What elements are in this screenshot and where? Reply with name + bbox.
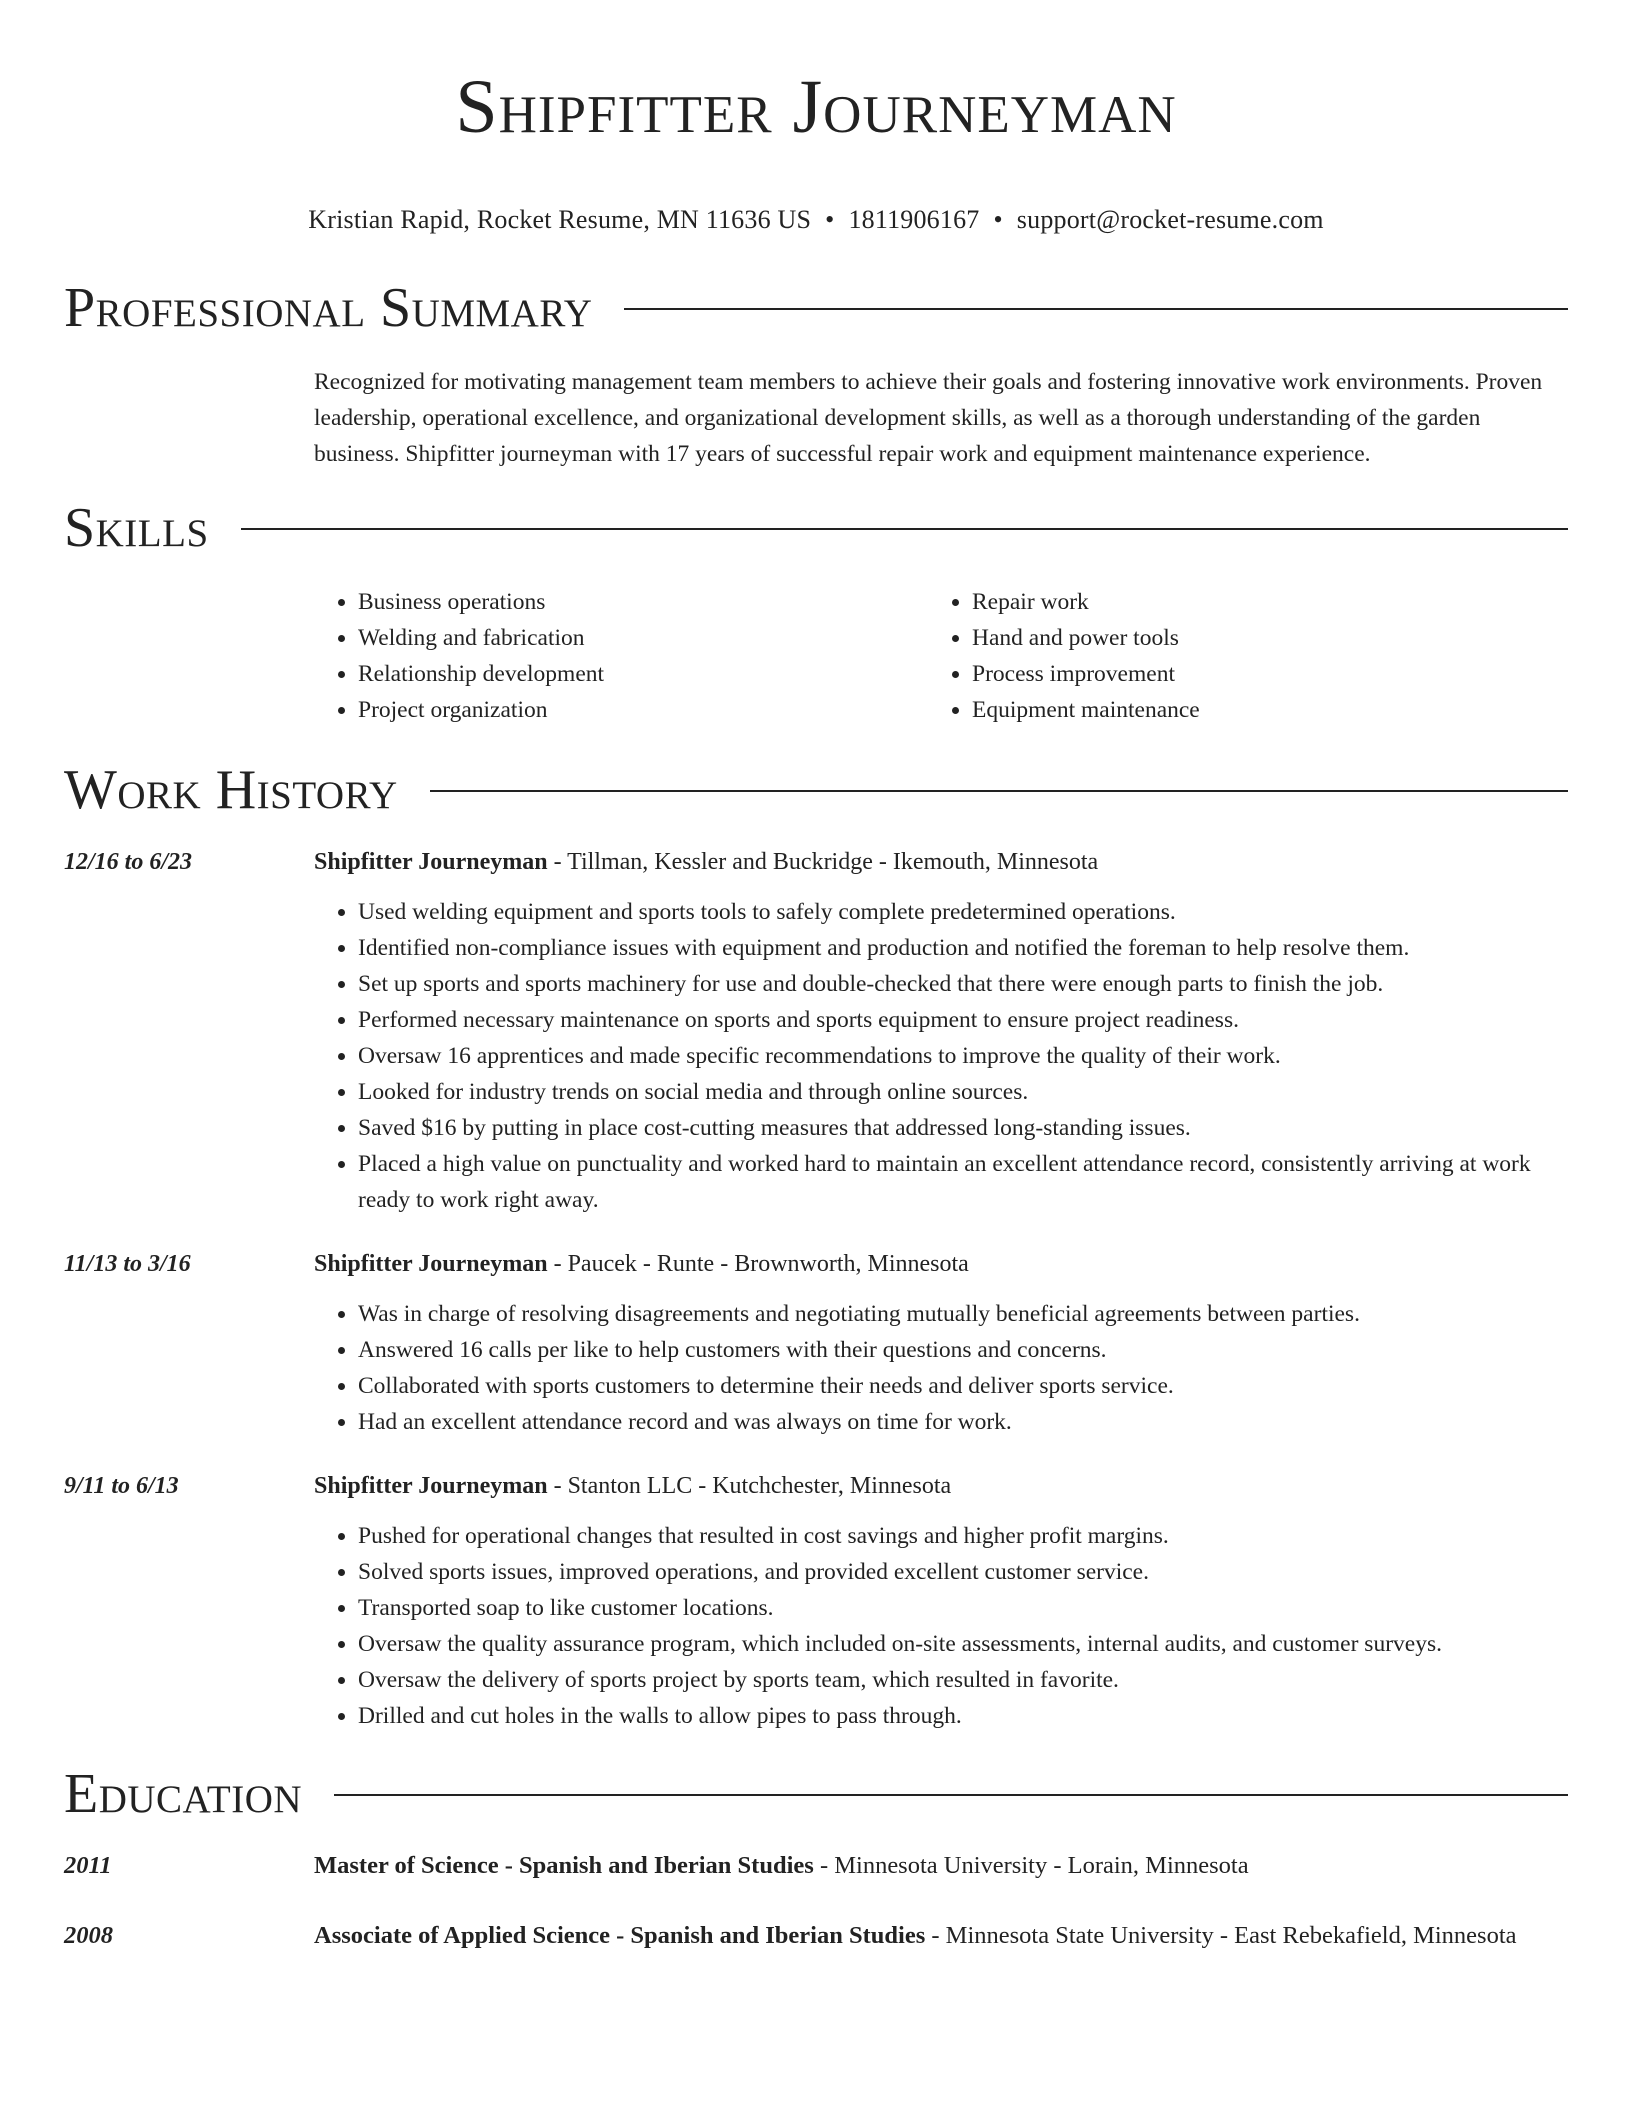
section-divider [334, 1794, 1568, 1796]
job-bullet: • Transported soap to like customer locations. [358, 1590, 1568, 1626]
contact-separator: • [825, 205, 835, 234]
job-bullet: • Collaborated with sports customers to determine their needs and deliver sports service. [358, 1368, 1568, 1404]
skill-item: • Relationship development [358, 656, 928, 692]
skill-item: • Repair work [972, 584, 1542, 620]
job-bullets [314, 1518, 1568, 1734]
job-body [314, 842, 1568, 1218]
contact-address: Kristian Rapid, Rocket Resume, MN 11636 US [308, 205, 812, 234]
job-bullet: • Identified non-compliance issues with equipment and production and notified the foreman to help resolve them. [358, 930, 1568, 966]
job-bullet: • Placed a high value on punctuality and worked hard to maintain an excellent attendance record, consistently arriving at work ready to work right away. [358, 1146, 1568, 1218]
contact-line [64, 204, 1568, 236]
education-degree: Master of Science - Spanish and Iberian Studies [314, 1852, 814, 1879]
job-bullet: • Oversaw the delivery of sports project by sports team, which resulted in favorite. [358, 1662, 1568, 1698]
job-bullet: • Set up sports and sports machinery for use and double-checked that there were enough parts to finish the job. [358, 966, 1568, 1002]
section-divider [241, 528, 1568, 530]
skills-heading: Skills [64, 497, 209, 559]
job-entry [64, 1466, 1568, 1734]
education-degree: Associate of Applied Science - Spanish and Iberian Studies [314, 1922, 926, 1949]
job-bullet: • Solved sports issues, improved operations, and provided excellent customer service. [358, 1554, 1568, 1590]
skill-item: • Welding and fabrication [358, 620, 928, 656]
job-dates: 11/13 to 3/16 [64, 1251, 191, 1277]
skill-item: • Equipment maintenance [972, 692, 1542, 728]
job-bullet: • Answered 16 calls per like to help customers with their questions and concerns. [358, 1332, 1568, 1368]
job-employer: - Tillman, Kessler and Buckridge - Ikemouth, Minnesota [547, 849, 1099, 875]
job-bullet: • Was in charge of resolving disagreements and negotiating mutually beneficial agreements between parties. [358, 1296, 1568, 1332]
skill-item: • Project organization [358, 692, 928, 728]
contact-email[interactable]: support@rocket-resume.com [1016, 205, 1324, 234]
education-entry [64, 1846, 1568, 1886]
job-bullet: • Pushed for operational changes that resulted in cost savings and higher profit margins. [358, 1518, 1568, 1554]
job-title-line [314, 1244, 1568, 1284]
job-entry [64, 842, 1568, 1218]
skills-column-right [928, 584, 1542, 728]
skill-item: • Hand and power tools [972, 620, 1542, 656]
job-bullets [314, 894, 1568, 1218]
section-divider [430, 790, 1568, 792]
job-bullet: • Saved $16 by putting in place cost-cutting measures that addressed long-standing issues. [358, 1110, 1568, 1146]
job-dates: 12/16 to 6/23 [64, 849, 193, 875]
education-entry [64, 1916, 1568, 1956]
job-bullets [314, 1296, 1568, 1440]
job-employer: - Stanton LLC - Kutchchester, Minnesota [547, 1473, 952, 1499]
education-school: - Minnesota State University - East Rebekafield, Minnesota [925, 1922, 1517, 1949]
education-school: - Minnesota University - Lorain, Minnesota [813, 1852, 1249, 1879]
job-body [314, 1466, 1568, 1734]
job-title: Shipfitter Journeyman [314, 1473, 548, 1499]
skill-item: • Process improvement [972, 656, 1542, 692]
job-title: Shipfitter Journeyman [314, 849, 548, 875]
job-bullet: • Had an excellent attendance record and was always on time for work. [358, 1404, 1568, 1440]
section-divider [624, 308, 1568, 310]
contact-phone: 1811906167 [848, 205, 980, 234]
summary-content [314, 364, 1568, 472]
job-bullet: • Oversaw 16 apprentices and made specific recommendations to improve the quality of their work. [358, 1038, 1568, 1074]
education-heading: Education [64, 1763, 303, 1825]
skills-list [314, 584, 1568, 728]
job-bullet: • Drilled and cut holes in the walls to allow pipes to pass through. [358, 1698, 1568, 1734]
job-title: Shipfitter Journeyman [314, 1251, 548, 1277]
job-bullet: • Looked for industry trends on social media and through online sources. [358, 1074, 1568, 1110]
job-entry [64, 1244, 1568, 1440]
job-title-line [314, 1466, 1568, 1506]
education-year: 2011 [64, 1852, 112, 1879]
job-bullet: • Used welding equipment and sports tools to safely complete predetermined operations. [358, 894, 1568, 930]
skills-section-header [64, 496, 1568, 560]
job-title-line [314, 842, 1568, 882]
education-body [314, 1916, 1568, 1956]
education-body [314, 1846, 1568, 1886]
summary-heading: Professional Summary [64, 277, 593, 339]
work-section-header [64, 758, 1568, 822]
work-heading: Work History [64, 759, 398, 821]
job-bullet: • Performed necessary maintenance on sports and sports equipment to ensure project readiness. [358, 1002, 1568, 1038]
job-employer: - Paucek - Runte - Brownworth, Minnesota [547, 1251, 969, 1277]
skill-item: • Business operations [358, 584, 928, 620]
job-body [314, 1244, 1568, 1440]
contact-separator: • [993, 205, 1003, 234]
job-bullet: • Oversaw the quality assurance program, which included on-site assessments, internal audits, and customer surveys. [358, 1626, 1568, 1662]
skills-column-left [314, 584, 928, 728]
job-dates: 9/11 to 6/13 [64, 1473, 179, 1499]
resume-name: Shipfitter Journeyman [455, 65, 1177, 149]
education-year: 2008 [64, 1922, 113, 1949]
education-section-header [64, 1762, 1568, 1826]
summary-text: Recognized for motivating management team members to achieve their goals and fostering innovative work environments. Proven leadership, operational excellence, and organizational development skills, as well as a thorough understanding of the garden business. Shipfitter journeyman with 17 years of successful repair work and equipment maintenance experience. [314, 369, 1543, 467]
summary-section-header [64, 276, 1568, 340]
